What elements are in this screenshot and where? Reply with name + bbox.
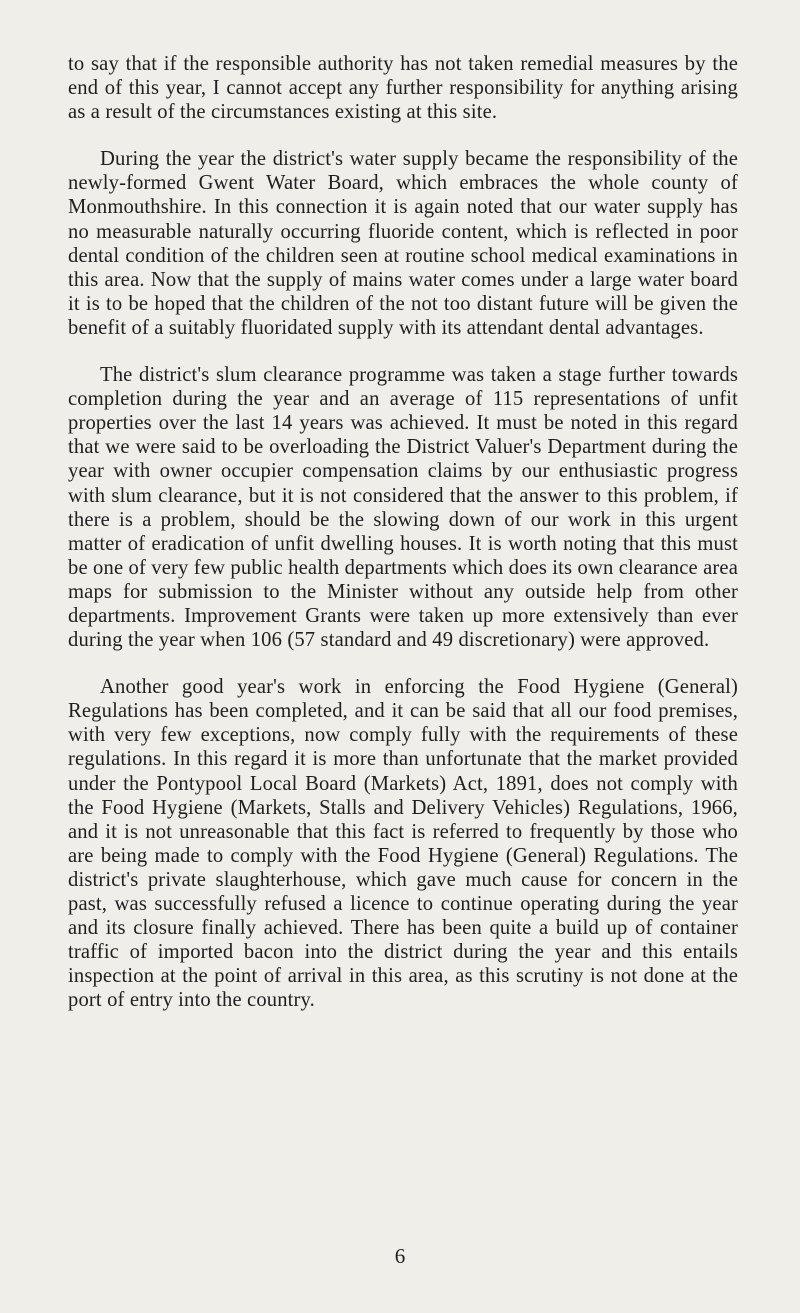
paragraph-text: The district's slum clearance programme was taken a stage further towards completion during the year and an average of 115 representations of unfit properties over the last 14 years was achieved. It must be noted in this regard that we were said to be overloading the District Valuer's Department during the year with owner occupier compensation claims by our enthusiastic progress with slum clearance, but it is not considered that the answer to this problem, if there is a problem, should be the slowing down of our work in this urgent matter of eradication of unfit dwelling houses. It is worth noting that this must be one of very few public health departments which does its own clearance area maps for submission to the Minister without any outside help from other departments. Improvement Grants were taken up more extensively than ever during the year when 106 (57 standard and 49 discretionary) were approved. — [68, 364, 738, 652]
paragraph-text: to say that if the responsible authority has not taken remedial measures by the end of this year, I cannot accept any further responsibility for anything arising as a result of the circumstances existing at this site. — [68, 53, 738, 124]
paragraph-text: During the year the district's water supply became the responsibility of the newly-formed Gwent Water Board, which embraces the whole county of Monmouthshire. In this connection it is again noted that our water supply has no measurable naturally occurring fluoride content, which is reflected in poor dental condition of the children seen at routine school medical examinations in this area. Now that the supply of mains water comes under a large water board it is to be hoped that the children of the not too distant future will be given the benefit of a suitably fluoridated supply with its attendant dental advantages. — [68, 148, 738, 339]
paragraph-food-hygiene — [68, 675, 738, 1012]
paragraph-text: Another good year's work in enforcing the Food Hygiene (General) Regulations has been completed, and it can be said that all our food premises, with very few exceptions, now comply fully with the requirements of these regulations. In this regard it is more than unfortunate that the market provided under the Pontypool Local Board (Markets) Act, 1891, does not comply with the Food Hygiene (Markets, Stalls and Delivery Vehicles) Regulations, 1966, and it is not unreasonable that this fact is referred to frequently by those who are being made to comply with the Food Hygiene (General) Regulations. The district's private slaughterhouse, which gave much cause for concern in the past, was successfully refused a licence to continue operating during the year and its closure finally achieved. There has been quite a build up of container traffic of imported bacon into the district during the year and this entails inspection at the point of arrival in this area, as this scrutiny is not done at the port of entry into the country. — [68, 676, 738, 1012]
paragraph-slum-clearance — [68, 363, 738, 652]
paragraph-continuation — [68, 52, 738, 124]
page-number: 6 — [394, 1244, 406, 1268]
paragraph-water-supply — [68, 147, 738, 340]
